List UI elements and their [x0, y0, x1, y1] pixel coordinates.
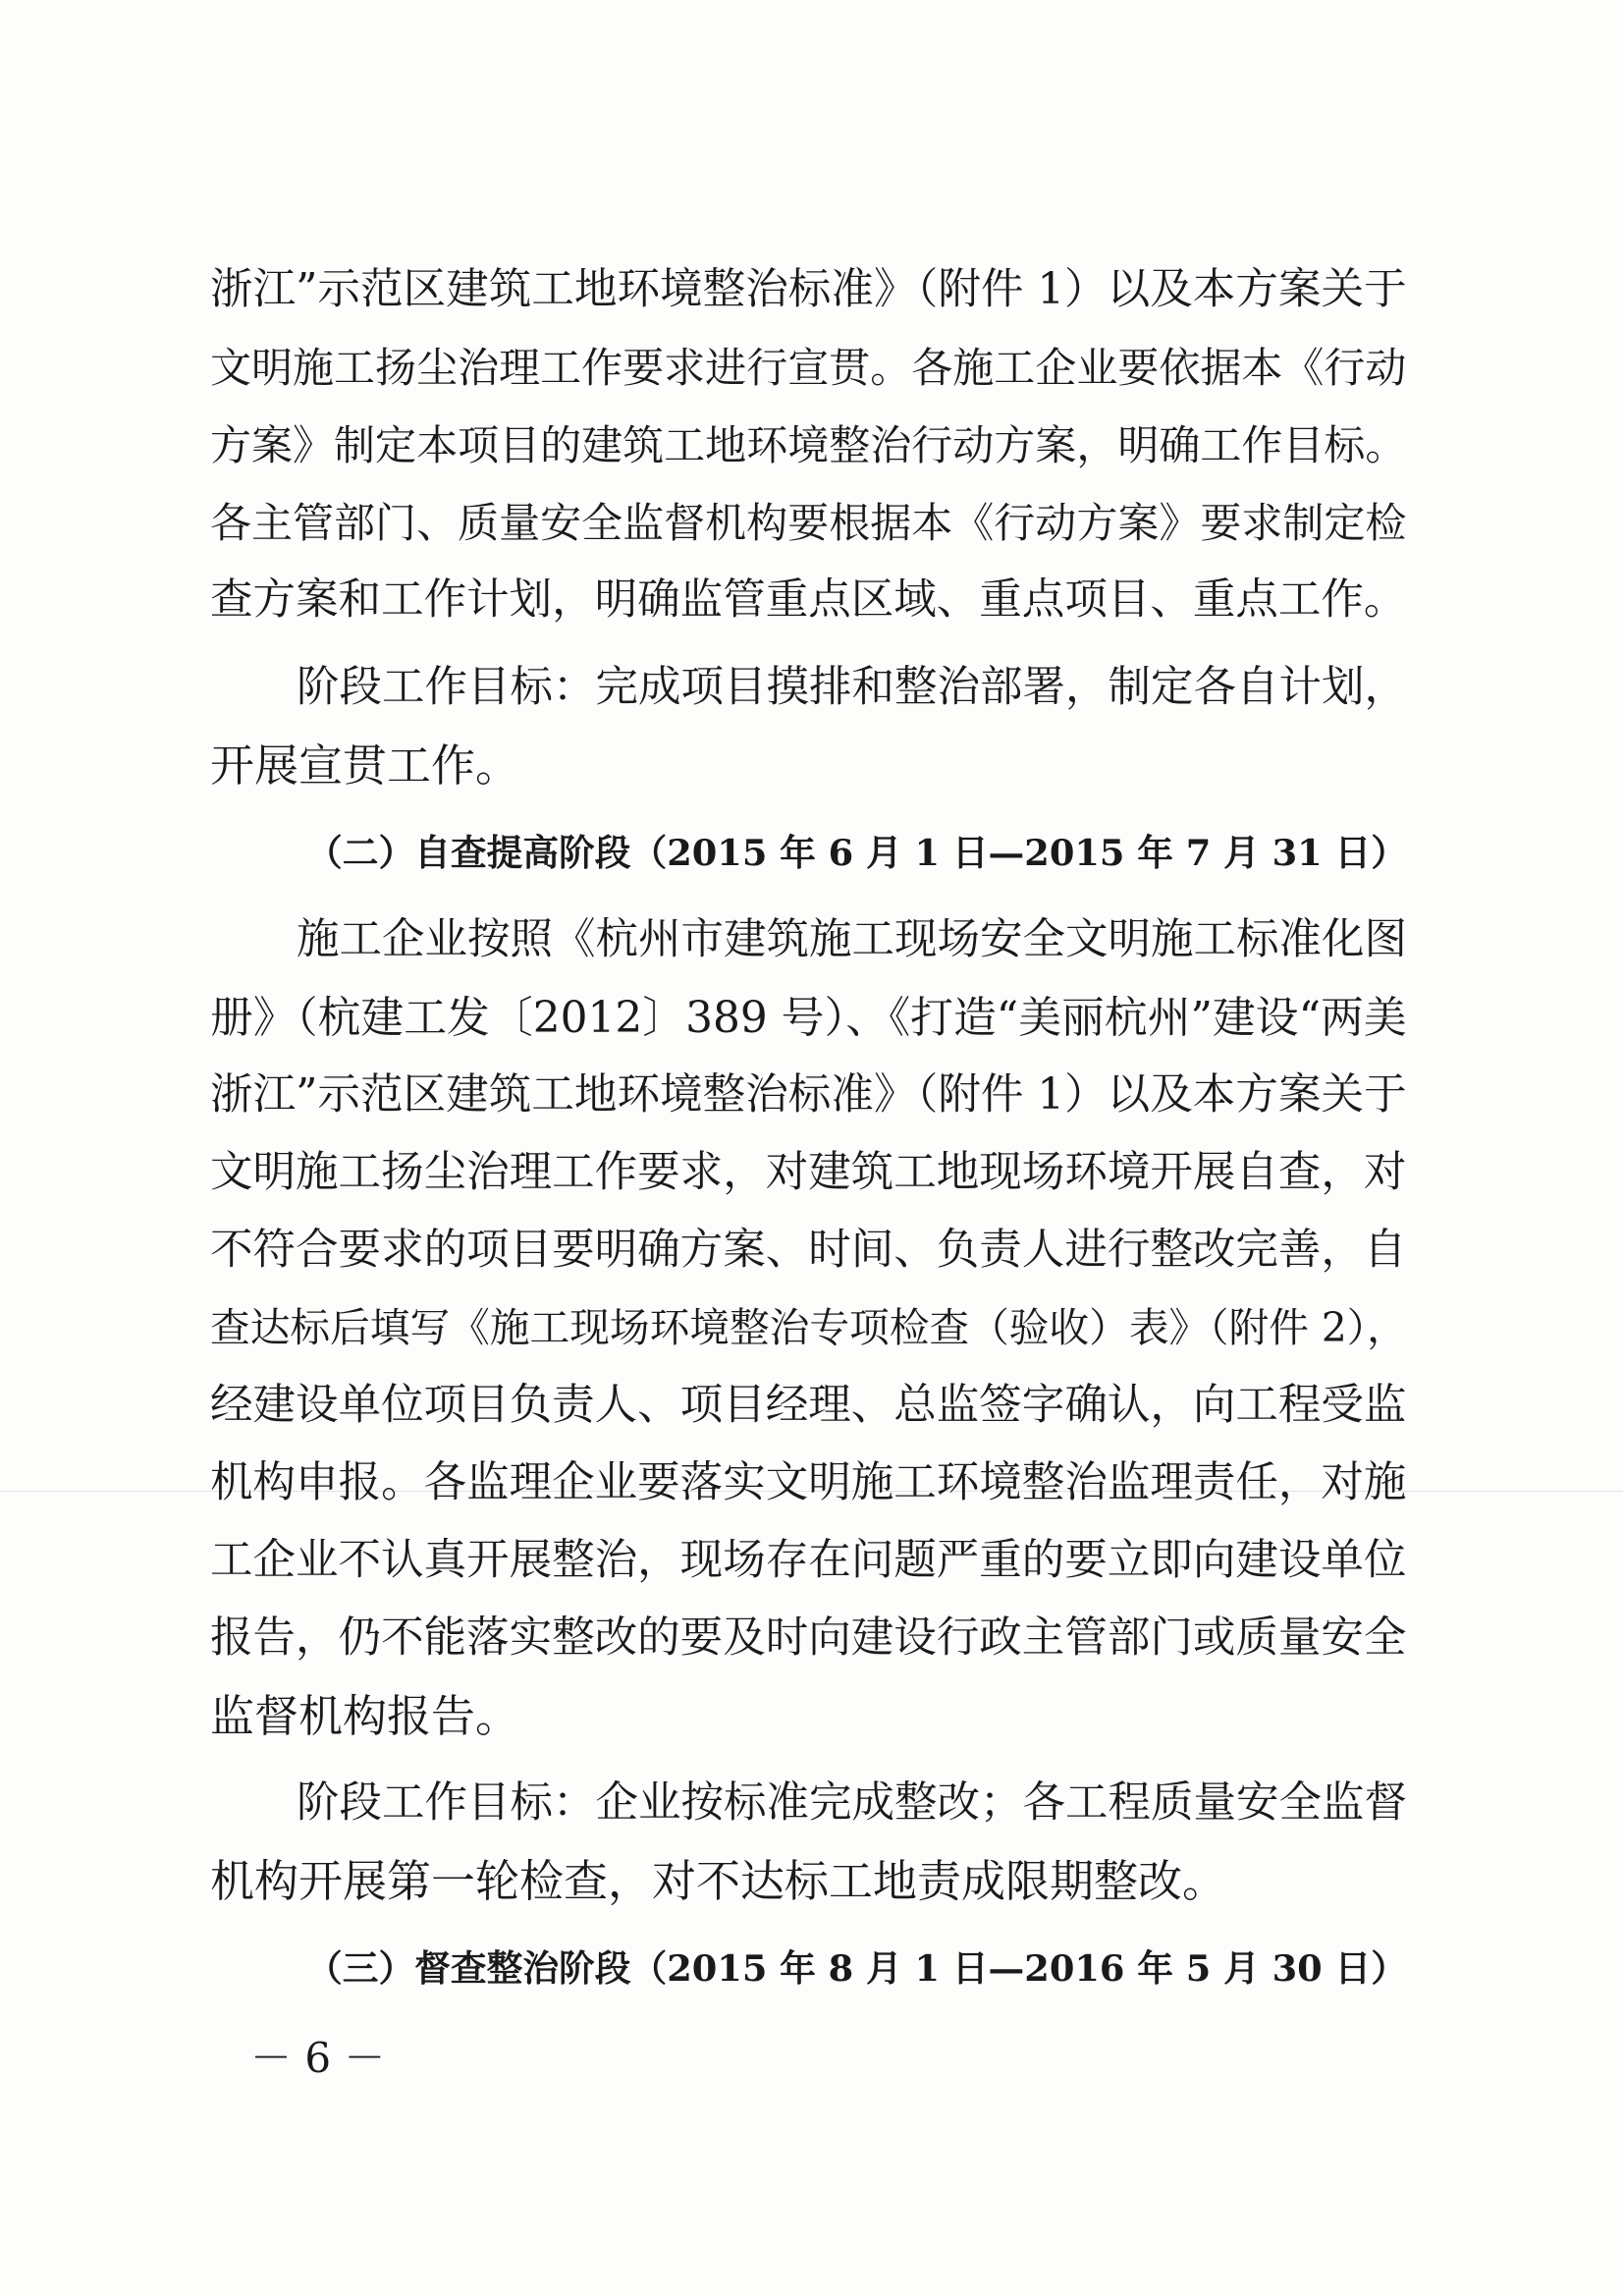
text-line: 查达标后填写《施工现场环境整治专项检查（验收）表》（附件 2），	[210, 1304, 1407, 1351]
text-line: 施工企业按照《杭州市建筑施工现场安全文明施工标准化图	[297, 915, 1407, 964]
paragraph-stage-goal-2	[210, 1765, 1413, 1920]
text-line: 册》（杭建工发〔2012〕389 号）、《打造“美丽杭州”建设“两美	[210, 993, 1407, 1043]
text-line: 阶段工作目标：企业按标准完成整改；各工程质量安全监督	[297, 1778, 1407, 1828]
text-line: 机构申报。各监理企业要落实文明施工环境整治监理责任，对施	[210, 1458, 1407, 1507]
text-line: 文明施工扬尘治理工作要求，对建筑工地现场环境开展自查，对	[210, 1148, 1407, 1197]
text-line: 不符合要求的项目要明确方案、时间、负责人进行整改完善，自	[210, 1226, 1407, 1275]
text-line: 机构开展第一轮检查，对不达标工地责成限期整改。	[210, 1855, 1227, 1907]
document-body	[210, 251, 1413, 2007]
section-heading-self-check	[210, 814, 1413, 892]
text-line: 方案》制定本项目的建筑工地环境整治行动方案，明确工作目标。	[210, 421, 1407, 469]
text-line: 报告，仍不能落实整改的要及时向建设行政主管部门或质量安全	[210, 1613, 1407, 1663]
text-line: 工企业不认真开展整治，现场存在问题严重的要立即向建设单位	[210, 1536, 1407, 1585]
text-line: 监督机构报告。	[210, 1690, 520, 1742]
text-line: 浙江”示范区建筑工地环境整治标准》（附件 1）以及本方案关于	[210, 1070, 1407, 1120]
text-line: 查方案和工作计划，明确监管重点区域、重点项目、重点工作。	[210, 575, 1407, 625]
heading-line: （三）督查整治阶段（2015 年 8 月 1 日—2016 年 5 月 30 日）	[306, 1947, 1407, 1990]
text-line: 开展宣贯工作。	[210, 739, 520, 792]
paragraph-stage-goal-1	[210, 649, 1413, 804]
heading-line: （二）自查提高阶段（2015 年 6 月 1 日—2015 年 7 月 31 日）	[306, 832, 1407, 874]
section-heading-supervision	[210, 1930, 1413, 2007]
text-line: 浙江”示范区建筑工地环境整治标准》（附件 1）以及本方案关于	[210, 265, 1407, 314]
text-line: 经建设单位项目负责人、项目经理、总监签字确认，向工程受监	[210, 1381, 1407, 1430]
page-number: － 6 －	[250, 2034, 386, 2082]
paragraph-continuation	[210, 251, 1413, 639]
text-line: 阶段工作目标：完成项目摸排和整治部署，制定各自计划，	[297, 663, 1407, 712]
text-line: 文明施工扬尘治理工作要求进行宣贯。各施工企业要依据本《行动	[210, 344, 1407, 392]
text-line: 各主管部门、质量安全监督机构要根据本《行动方案》要求制定检	[210, 499, 1407, 547]
paragraph-self-check-body	[210, 902, 1413, 1755]
